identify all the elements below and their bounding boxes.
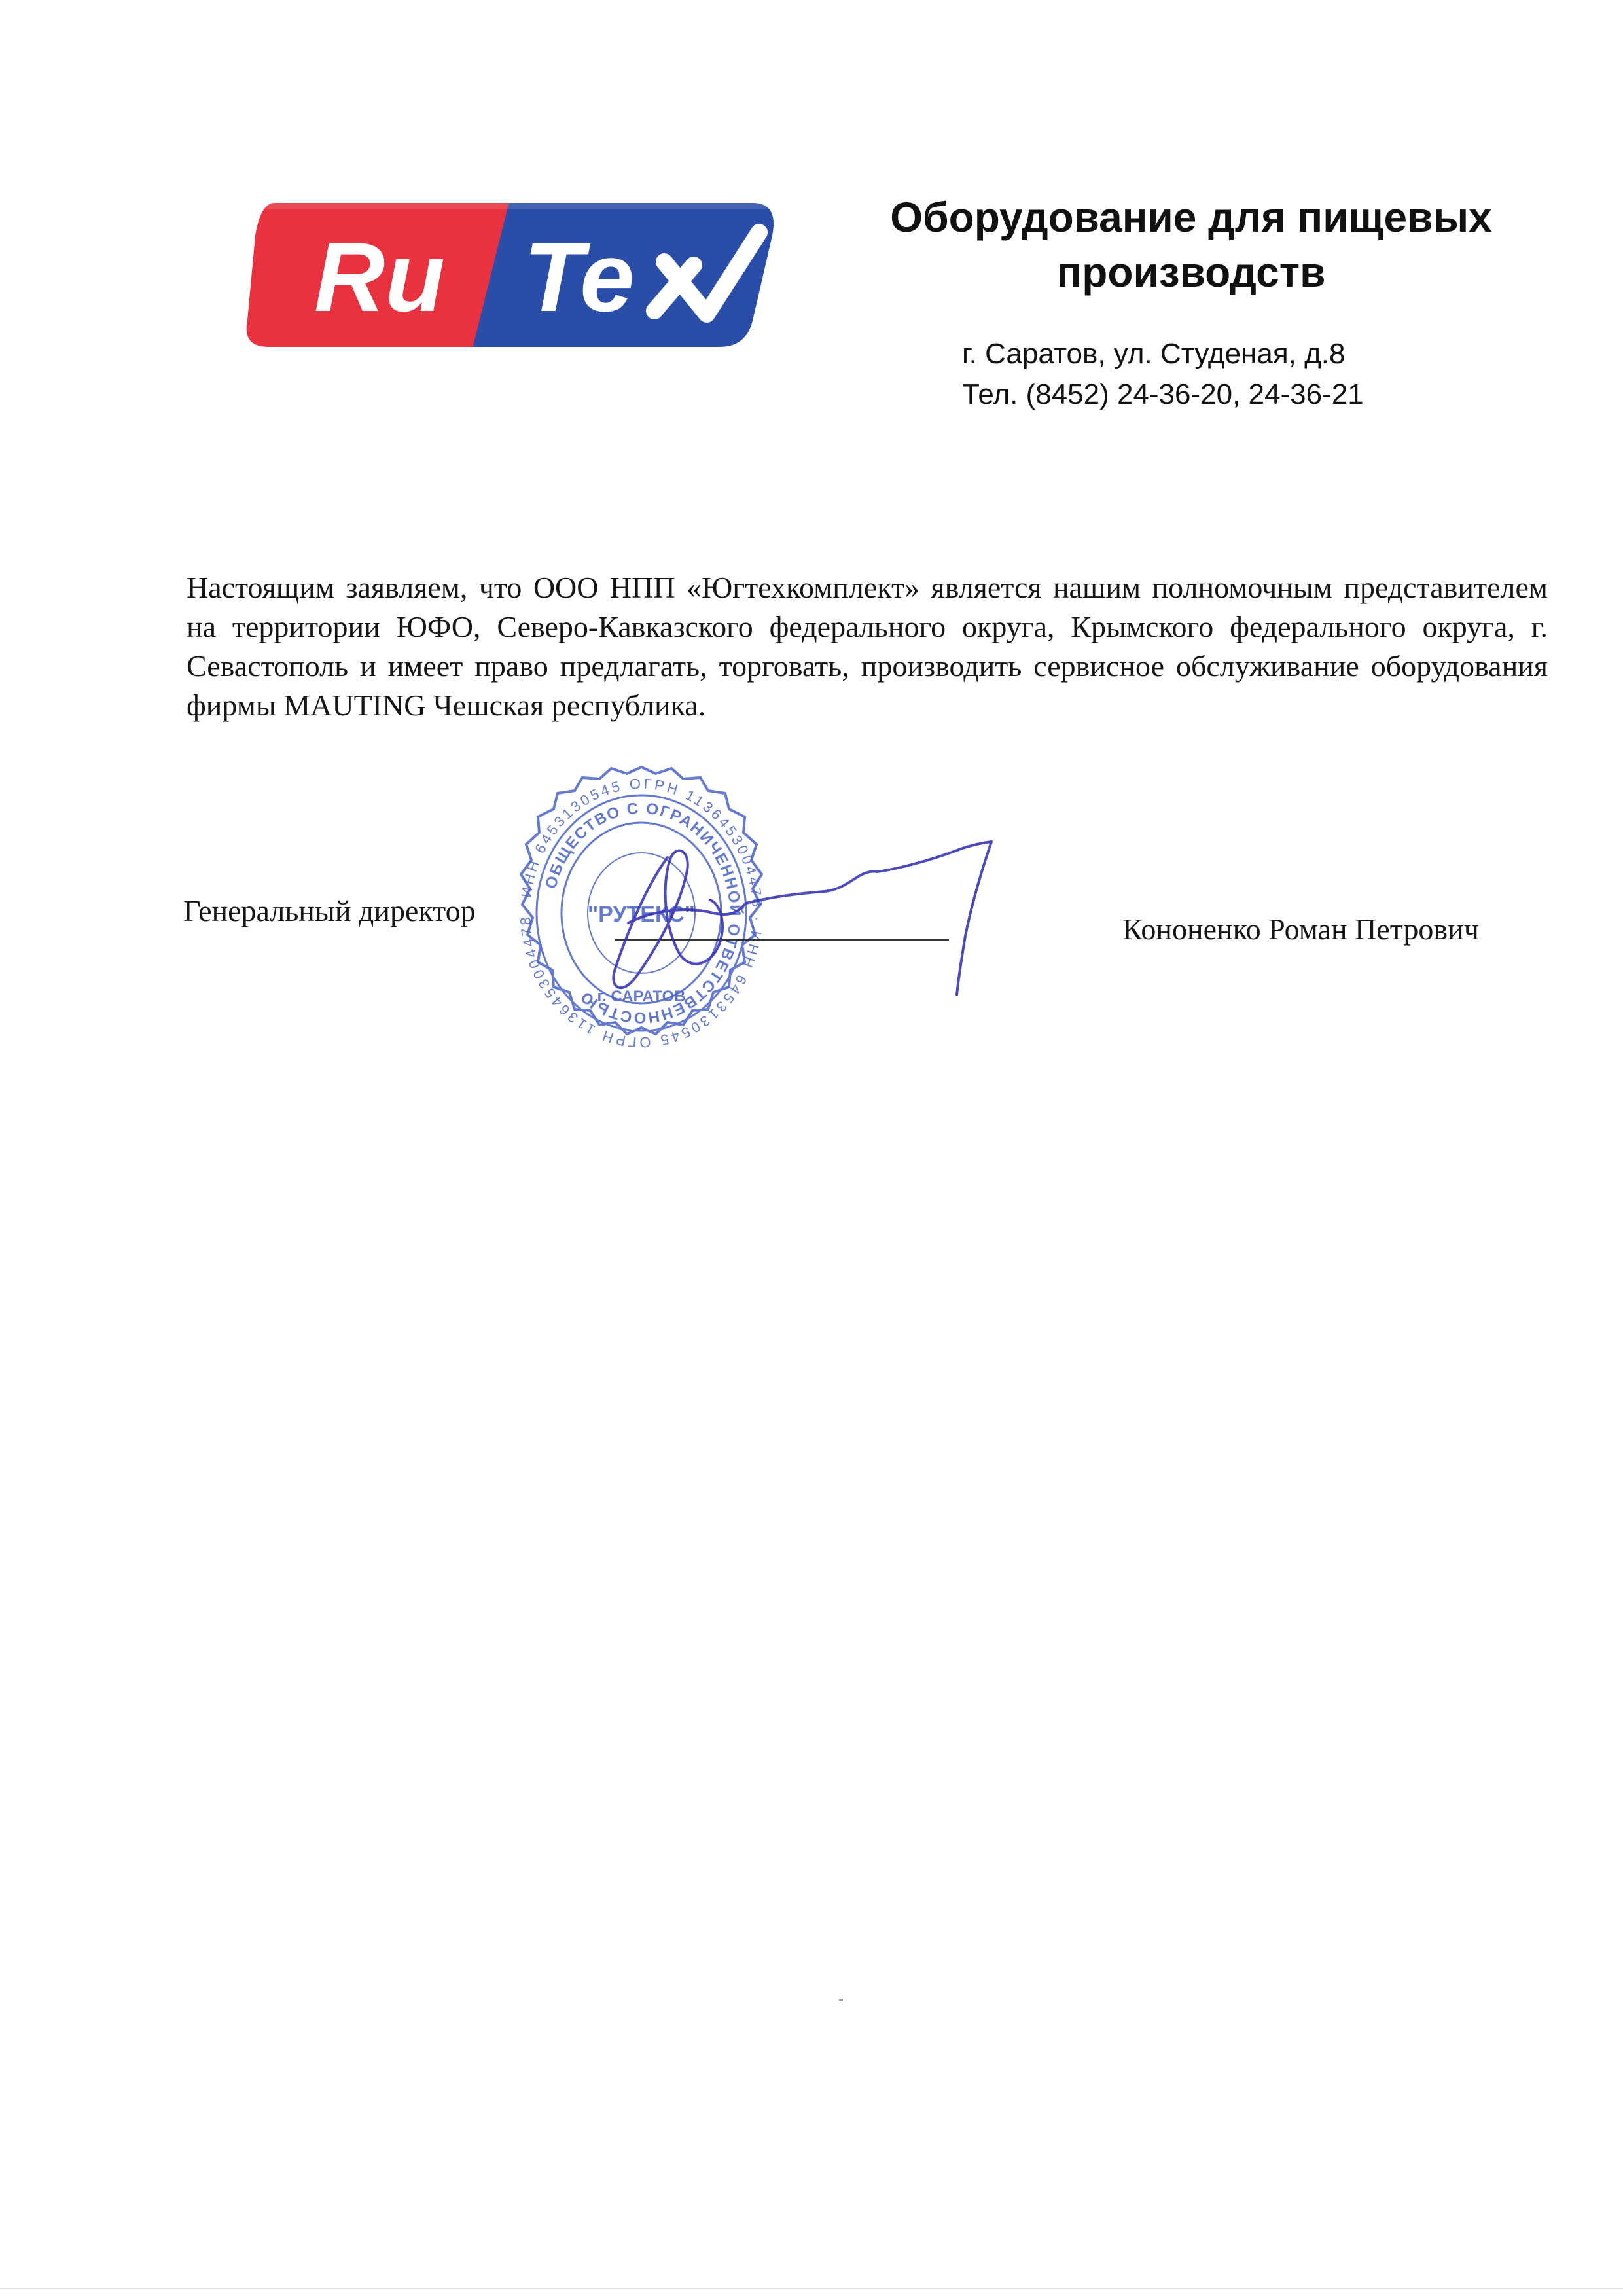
logo-text-ru: Ru xyxy=(314,222,445,332)
rutex-logo xyxy=(236,196,785,353)
signatory-position: Генеральный директор xyxy=(183,894,476,927)
signatory-name: Кононенко Роман Петрович xyxy=(1122,912,1479,946)
company-title-line1: Оборудование для пищевых xyxy=(890,194,1492,241)
page-bottom-edge xyxy=(0,2288,1623,2289)
svg-text:ОБЩЕСТВО С ОГРАНИЧЕННОЙ ОТВЕТС: ОБЩЕСТВО С ОГРАНИЧЕННОЙ ОТВЕТСТВЕННОСТЬЮ xyxy=(542,799,744,1027)
statement-paragraph: Настоящим заявляем, что ООО НПП «Югтехкомплект» является нашим полномочным представителем на территории ЮФО, Северо-Кавказского федерального округа, Крымского федерального округа, г. Севастополь и имеет право предлагать, торговать, производить сервисное обслуживание оборудования фирмы MAUTING Чешская республика. xyxy=(187,571,1548,722)
svg-text:"РУТЕКС": "РУТЕКС" xyxy=(588,902,695,927)
company-phone: Тел. (8452) 24-36-20, 24-36-21 xyxy=(962,378,1364,410)
company-address: г. Саратов, ул. Студеная, д.8 xyxy=(962,338,1346,370)
svg-text:г. САРАТОВ: г. САРАТОВ xyxy=(597,988,686,1005)
scan-artifact xyxy=(839,1999,843,2001)
svg-text:ИНН 6453130545 ОГРН 1136453004: ИНН 6453130545 ОГРН 1136453004478 · ИНН 6453130545 ОГРН 1136453004478 xyxy=(516,775,766,1051)
handwritten-signature xyxy=(589,831,1021,1008)
logo-text-tex: Te xyxy=(524,222,635,332)
company-title-line2: производств xyxy=(1056,249,1326,296)
contact-block xyxy=(962,334,1486,415)
company-title xyxy=(851,190,1531,300)
